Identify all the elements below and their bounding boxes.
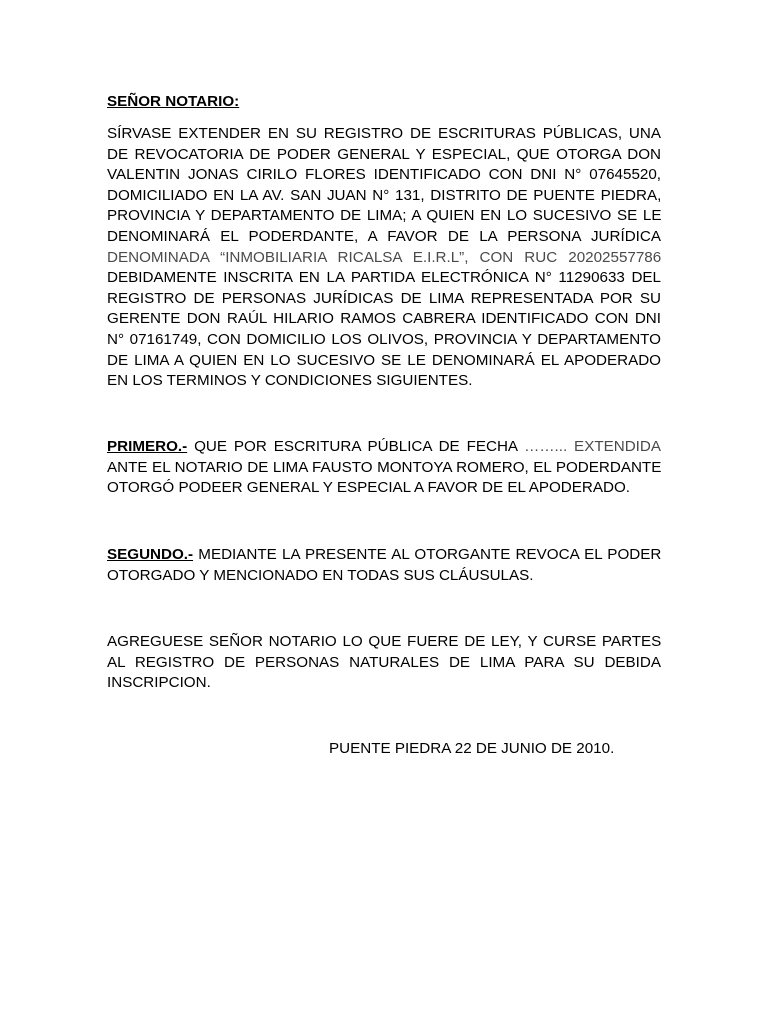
primero-line: ANTE EL NOTARIO DE LIMA FAUSTO MONTOYA ROMERO, EL PODERDANTE [107,458,662,476]
intro-line: REGISTRO DE PERSONAS JURÍDICAS DE LIMA REPRESENTADA POR SU [107,289,661,307]
intro-line: PROVINCIA Y DEPARTAMENTO DE LIMA; A QUIEN EN LO SUCESIVO SE LE [107,207,662,225]
segundo-label: SEGUNDO.- [107,546,194,563]
intro-line: EN LOS TERMINOS Y CONDICIONES SIGUIENTES. [107,372,473,390]
primero-line: OTORGÓ PODEER GENERAL Y ESPECIAL A FAVOR DE EL APODERADO. [107,479,631,497]
closing-paragraph [107,632,661,694]
segundo-line [107,545,661,566]
segundo-clause [107,545,661,586]
intro-line: DEBIDAMENTE INSCRITA EN LA PARTIDA ELECTRÓNICA N° 11290633 DEL [107,269,661,287]
primero-text: QUE POR ESCRITURA PÚBLICA DE FECHA [187,438,525,455]
segundo-text: MEDIANTE LA PRESENTE AL OTORGANTE REVOCA EL PODER [193,546,662,563]
intro-line: N° 07161749, CON DOMICILIO LOS OLIVOS, PROVINCIA Y DEPARTAMENTO [107,330,661,348]
intro-line: GERENTE DON RAÚL HILARIO RAMOS CABRERA IDENTIFICADO CON DNI [107,310,661,328]
intro-line: DOMICILIADO EN LA AV. SAN JUAN N° 131, DISTRITO DE PUENTE PIEDRA, [107,186,662,204]
closing-line: AGREGUESE SEÑOR NOTARIO LO QUE FUERE DE LEY, Y CURSE PARTES [107,633,662,650]
intro-line: DE REVOCATORIA DE PODER GENERAL Y ESPECIAL, QUE OTORGA DON [107,145,661,163]
document-heading: SEÑOR NOTARIO: [107,93,240,110]
place-and-date: PUENTE PIEDRA 22 DE JUNIO DE 2010. [329,740,615,757]
intro-line: DENOMINADA “INMOBILIARIA RICALSA E.I.R.L”, CON RUC 20202557786 [107,248,662,266]
primero-date-blank: ……... EXTENDIDA [524,438,661,455]
intro-line: DE LIMA A QUIEN EN LO SUCESIVO SE LE DENOMINARÁ EL APODERADO [107,351,661,369]
intro-paragraph [107,124,661,392]
intro-line: VALENTIN JONAS CIRILO FLORES IDENTIFICADO CON DNI N° 07645520, [107,166,661,184]
primero-line [107,437,661,458]
primero-label: PRIMERO.- [107,438,188,455]
segundo-line: OTORGADO Y MENCIONADO EN TODAS SUS CLÁUSULAS. [107,566,534,584]
primero-clause [107,437,661,499]
intro-line: DENOMINARÁ EL PODERDANTE, A FAVOR DE LA PERSONA JURÍDICA [107,227,661,245]
closing-line: AL REGISTRO DE PERSONAS NATURALES DE LIMA PARA SU DEBIDA [107,653,661,671]
intro-line: SÍRVASE EXTENDER EN SU REGISTRO DE ESCRITURAS PÚBLICAS, UNA [107,125,661,142]
closing-line: INSCRIPCION. [107,674,211,692]
